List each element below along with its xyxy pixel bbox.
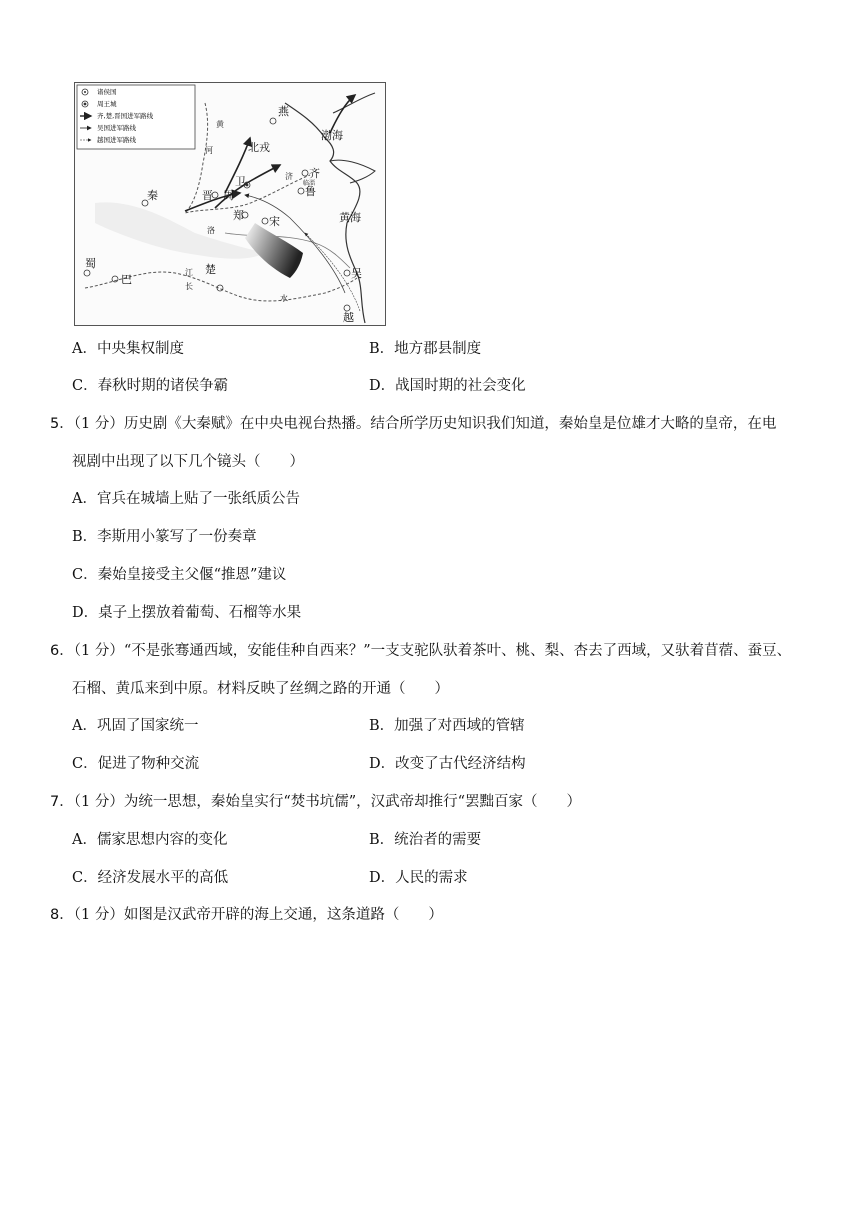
option-label: B． bbox=[369, 718, 395, 734]
spring-autumn-map bbox=[74, 82, 386, 326]
label-song: 宋 bbox=[269, 215, 280, 228]
label-ji: 济 bbox=[285, 172, 293, 181]
q7-stem bbox=[50, 792, 581, 812]
label-shu: 蜀 bbox=[85, 257, 96, 270]
option-text: 中央集权制度 bbox=[96, 341, 184, 357]
legend-item-capital: 周王城 bbox=[97, 100, 117, 108]
q4-option-b[interactable] bbox=[369, 339, 481, 359]
label-yue: 越 bbox=[343, 311, 354, 324]
label-jin: 晋 bbox=[202, 189, 213, 202]
option-text: 经济发展水平的高低 bbox=[97, 870, 229, 886]
option-label: B． bbox=[72, 529, 98, 545]
option-label: A． bbox=[72, 832, 97, 848]
q5-option-c[interactable] bbox=[72, 565, 286, 585]
option-text: 巩固了国家统一 bbox=[96, 718, 199, 734]
question-number: 7． bbox=[50, 794, 74, 810]
question-number: 8． bbox=[50, 907, 74, 923]
q6-option-b[interactable] bbox=[369, 716, 525, 736]
label-shui: 水 bbox=[280, 294, 288, 303]
q4-option-a[interactable] bbox=[72, 339, 184, 359]
q7-option-b[interactable] bbox=[369, 830, 481, 850]
option-text: 人民的需求 bbox=[395, 870, 468, 886]
option-text: 秦始皇接受主父偃“推恩”建议 bbox=[97, 567, 287, 583]
question-number: 6． bbox=[50, 643, 74, 659]
option-label: B． bbox=[369, 341, 395, 357]
label-ba: 巴 bbox=[121, 273, 132, 286]
option-label: C． bbox=[72, 378, 98, 394]
label-qi: 齐 bbox=[309, 167, 320, 180]
q6-stem-cont: 石榴、黄瓜来到中原。材料反映了丝绸之路的开通（ ） bbox=[72, 681, 449, 697]
option-text: 促进了物种交流 bbox=[97, 756, 200, 772]
q5-option-d[interactable] bbox=[72, 603, 301, 623]
option-label: A． bbox=[72, 491, 97, 507]
option-text: 战国时期的社会变化 bbox=[395, 378, 526, 394]
option-label: C． bbox=[72, 870, 98, 886]
legend-item-route-main: 齐,楚,晋国进军路线 bbox=[97, 112, 154, 120]
option-label: B． bbox=[369, 832, 395, 848]
label-luo: 洛 bbox=[207, 226, 215, 235]
option-text: 加强了对西域的管辖 bbox=[394, 718, 525, 734]
option-label: D． bbox=[72, 605, 99, 621]
question-stem-text: （1 分）为统一思想，秦始皇实行“焚书坑儒”，汉武帝却推行“罢黜百家（ ） bbox=[73, 794, 582, 810]
label-zheng: 郑 bbox=[233, 209, 244, 222]
legend-item-route-wu: 吴国进军路线 bbox=[97, 124, 136, 132]
option-text: 改变了古代经济结构 bbox=[395, 756, 526, 772]
label-chu: 楚 bbox=[205, 263, 216, 276]
label-zhou: 周 bbox=[223, 189, 234, 202]
option-text: 儒家思想内容的变化 bbox=[96, 832, 228, 848]
option-text: 李斯用小篆写了一份奏章 bbox=[97, 529, 257, 545]
legend-item-state: 诸侯国 bbox=[97, 88, 117, 96]
option-label: D． bbox=[369, 756, 396, 772]
q5-option-b[interactable] bbox=[72, 527, 257, 547]
map-graphic bbox=[75, 83, 385, 325]
label-yan: 燕 bbox=[278, 105, 289, 118]
option-label: A． bbox=[72, 718, 97, 734]
label-wu: 吴 bbox=[351, 267, 362, 280]
option-text: 桌子上摆放着葡萄、石榴等水果 bbox=[98, 605, 302, 621]
q5-stem bbox=[50, 414, 776, 434]
question-stem-text: （1 分）历史剧《大秦赋》在中央电视台热播。结合所学历史知识我们知道，秦始皇是位雄才大略的皇帝，在电 bbox=[73, 416, 777, 432]
label-he: 河 bbox=[205, 146, 213, 155]
option-text: 统治者的需要 bbox=[394, 832, 482, 848]
label-linzi: 临淄 bbox=[303, 180, 316, 187]
q6-option-a[interactable] bbox=[72, 716, 198, 736]
q7-option-a[interactable] bbox=[72, 830, 227, 850]
option-text: 官兵在城墙上贴了一张纸质公告 bbox=[96, 491, 300, 507]
label-bohai: 渤海 bbox=[321, 129, 343, 142]
question-number: 5． bbox=[50, 416, 74, 432]
option-label: C． bbox=[72, 756, 98, 772]
q4-option-d[interactable] bbox=[369, 376, 526, 396]
q6-option-d[interactable] bbox=[369, 754, 526, 774]
q5-option-a[interactable] bbox=[72, 489, 300, 509]
q6-option-c[interactable] bbox=[72, 754, 199, 774]
label-chang: 长 bbox=[185, 282, 193, 291]
q7-option-c[interactable] bbox=[72, 868, 228, 888]
q7-option-d[interactable] bbox=[369, 868, 468, 888]
q8-stem bbox=[50, 905, 443, 925]
label-huang: 黄 bbox=[216, 120, 224, 129]
option-label: D． bbox=[369, 378, 396, 394]
label-jiang: 江 bbox=[185, 268, 193, 277]
q5-stem-cont: 视剧中出现了以下几个镜头（ ） bbox=[72, 454, 304, 470]
option-text: 春秋时期的诸侯争霸 bbox=[97, 378, 229, 394]
label-wei: 卫 bbox=[235, 175, 246, 188]
option-label: D． bbox=[369, 870, 396, 886]
legend-item-route-yue: 越国进军路线 bbox=[97, 136, 136, 144]
option-text: 地方郡县制度 bbox=[394, 341, 482, 357]
label-beirong: 北戎 bbox=[248, 141, 270, 154]
question-stem-text: （1 分）“不是张骞通西域，安能佳种自西来？”一支支驼队驮着茶叶、桃、梨、杏去了西域，又驮着苜蓿、蚕豆、 bbox=[73, 643, 792, 659]
question-stem-text: （1 分）如图是汉武帝开辟的海上交通，这条道路（ ） bbox=[73, 907, 443, 923]
option-label: C． bbox=[72, 567, 98, 583]
option-label: A． bbox=[72, 341, 97, 357]
label-qin: 秦 bbox=[147, 189, 158, 202]
q4-option-c[interactable] bbox=[72, 376, 228, 396]
q6-stem bbox=[50, 641, 791, 661]
label-huanghai: 黄海 bbox=[339, 211, 361, 224]
label-lu: 鲁 bbox=[305, 185, 316, 198]
